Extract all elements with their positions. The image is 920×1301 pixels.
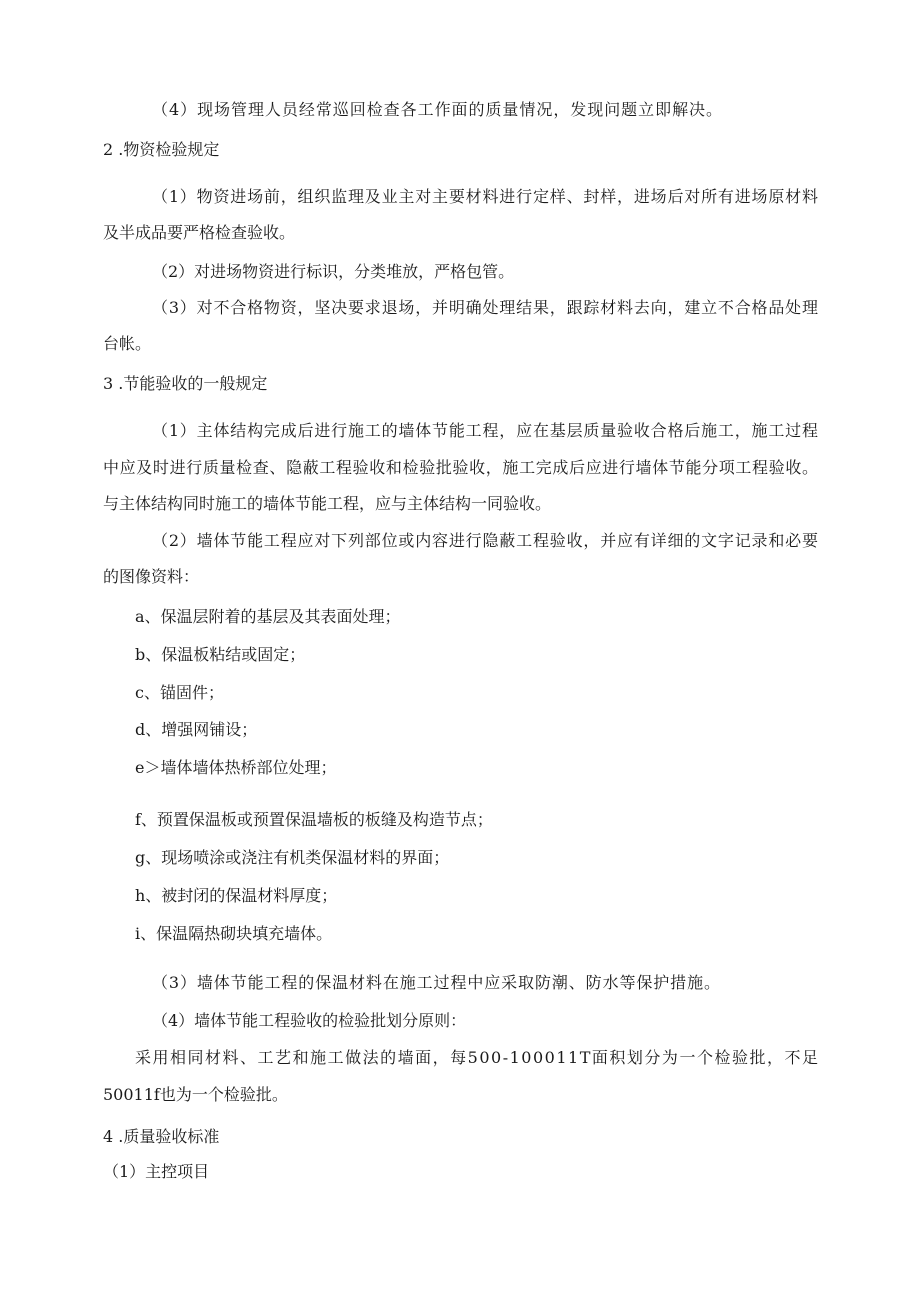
paragraph-wall-energy-1: （1）主体结构完成后进行施工的墙体节能工程，应在基层质量验收合格后施工，施工过程 — [152, 421, 819, 440]
paragraph-moisture-protection: （3）墙体节能工程的保温材料在施工过程中应采取防潮、防水等保护措施。 — [152, 973, 721, 992]
section-heading-2: 2 .物资检验规定 — [103, 140, 220, 159]
list-item-e: e＞墙体墙体热桥部位处理； — [135, 758, 337, 777]
paragraph-batch-principle: （4）墙体节能工程验收的检验批划分原则： — [152, 1011, 467, 1030]
list-item-b: b、保温板粘结或固定； — [135, 645, 306, 664]
paragraph-wall-energy-1-line3: 与主体结构同时施工的墙体节能工程，应与主体结构一同验收。 — [103, 494, 552, 513]
list-item-f: f、预置保温板或预置保温墙板的板缝及构造节点； — [135, 810, 493, 829]
subheading-main-control: （1）主控项目 — [103, 1162, 210, 1181]
paragraph-site-inspection: （4）现场管理人员经常巡回检查各工作面的质量情况，发现问题立即解决。 — [152, 100, 723, 119]
paragraph-nonconforming-cont: 台帐。 — [103, 334, 152, 353]
paragraph-material-labeling: （2）对进场物资进行标识，分类堆放，严格包管。 — [152, 262, 515, 281]
paragraph-batch-area-cont: 50011f也为一个检验批。 — [103, 1085, 288, 1104]
list-item-i: i、保温隔热砌块填充墙体。 — [135, 924, 333, 943]
paragraph-material-sample-cont: 及半成品要严格检查验收。 — [103, 223, 296, 242]
paragraph-material-sample: （1）物资进场前，组织监理及业主对主要材料进行定样、封样，进场后对所有进场原材料 — [152, 187, 819, 206]
paragraph-wall-energy-2-cont: 的图像资料： — [103, 567, 200, 586]
paragraph-nonconforming: （3）对不合格物资，坚决要求退场，并明确处理结果，跟踪材料去向，建立不合格品处理 — [152, 298, 819, 317]
section-heading-4: 4 .质量验收标准 — [103, 1127, 220, 1146]
list-item-d: d、增强网铺设； — [135, 720, 258, 739]
list-item-h: h、被封闭的保温材料厚度； — [135, 886, 338, 905]
list-item-g: g、现场喷涂或浇注有机类保温材料的界面； — [135, 848, 450, 867]
paragraph-wall-energy-1-line2: 中应及时进行质量检查、隐蔽工程验收和检验批验收，施工完成后应进行墙体节能分项工程验收。 — [103, 458, 819, 477]
list-item-c: c、锚固件； — [135, 683, 224, 702]
list-item-a: a、保温层附着的基层及其表面处理； — [135, 607, 401, 626]
paragraph-batch-area: 采用相同材料、工艺和施工做法的墙面，每500-100011T面积划分为一个检验批，不足 — [135, 1048, 820, 1067]
paragraph-wall-energy-2: （2）墙体节能工程应对下列部位或内容进行隐蔽工程验收，并应有详细的文字记录和必要 — [152, 531, 819, 550]
section-heading-3: 3 .节能验收的一般规定 — [103, 374, 268, 393]
